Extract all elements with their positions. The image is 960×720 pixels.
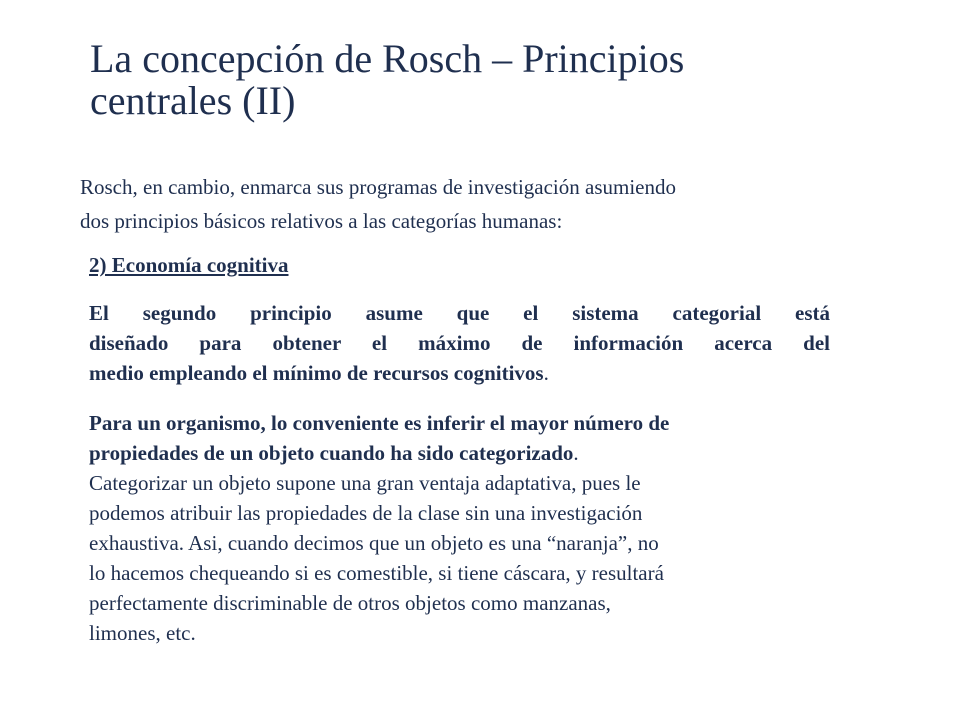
explanation-line-2-end: . (573, 441, 579, 465)
explanation-line-1: Para un organismo, lo conveniente es inferir el mayor número de (89, 411, 670, 435)
explanation-line-7: perfectamente discriminable de otros objetos como manzanas, (89, 591, 611, 615)
intro-line-1: Rosch, en cambio, enmarca sus programas de investigación asumiendo (80, 175, 676, 199)
explanation-line-2: propiedades de un objeto cuando ha sido categorizado (89, 441, 574, 465)
explanation-line-4: podemos atribuir las propiedades de la clase sin una investigación (89, 501, 643, 525)
explanation-paragraph (89, 408, 849, 648)
principle-line-3-end: . (543, 361, 549, 385)
principle-line-3-wrap (89, 358, 830, 388)
principle-line-2: diseñado para obtener el máximo de información acerca del (89, 331, 830, 355)
intro-line-2: dos principios básicos relativos a las categorías humanas: (80, 209, 563, 233)
intro-paragraph (80, 170, 880, 238)
explanation-line-3: Categorizar un objeto supone una gran ventaja adaptativa, pues le (89, 471, 641, 495)
explanation-line-8: limones, etc. (89, 621, 196, 645)
explanation-line-6: lo hacemos chequeando si es comestible, si tiene cáscara, y resultará (89, 561, 664, 585)
explanation-line-2-wrap (89, 438, 849, 468)
principle-paragraph (89, 298, 830, 388)
title-line-1: La concepción de Rosch – Principios (90, 36, 685, 81)
title-line-2: centrales (II) (90, 78, 296, 123)
explanation-line-5: exhaustiva. Asi, cuando decimos que un objeto es una “naranja”, no (89, 531, 659, 555)
section-subheading: 2) Economía cognitiva (89, 253, 289, 277)
slide-title (90, 38, 910, 122)
principle-line-1: El segundo principio asume que el sistema categorial está (89, 301, 830, 325)
principle-line-3: medio empleando el mínimo de recursos cognitivos (89, 361, 544, 385)
